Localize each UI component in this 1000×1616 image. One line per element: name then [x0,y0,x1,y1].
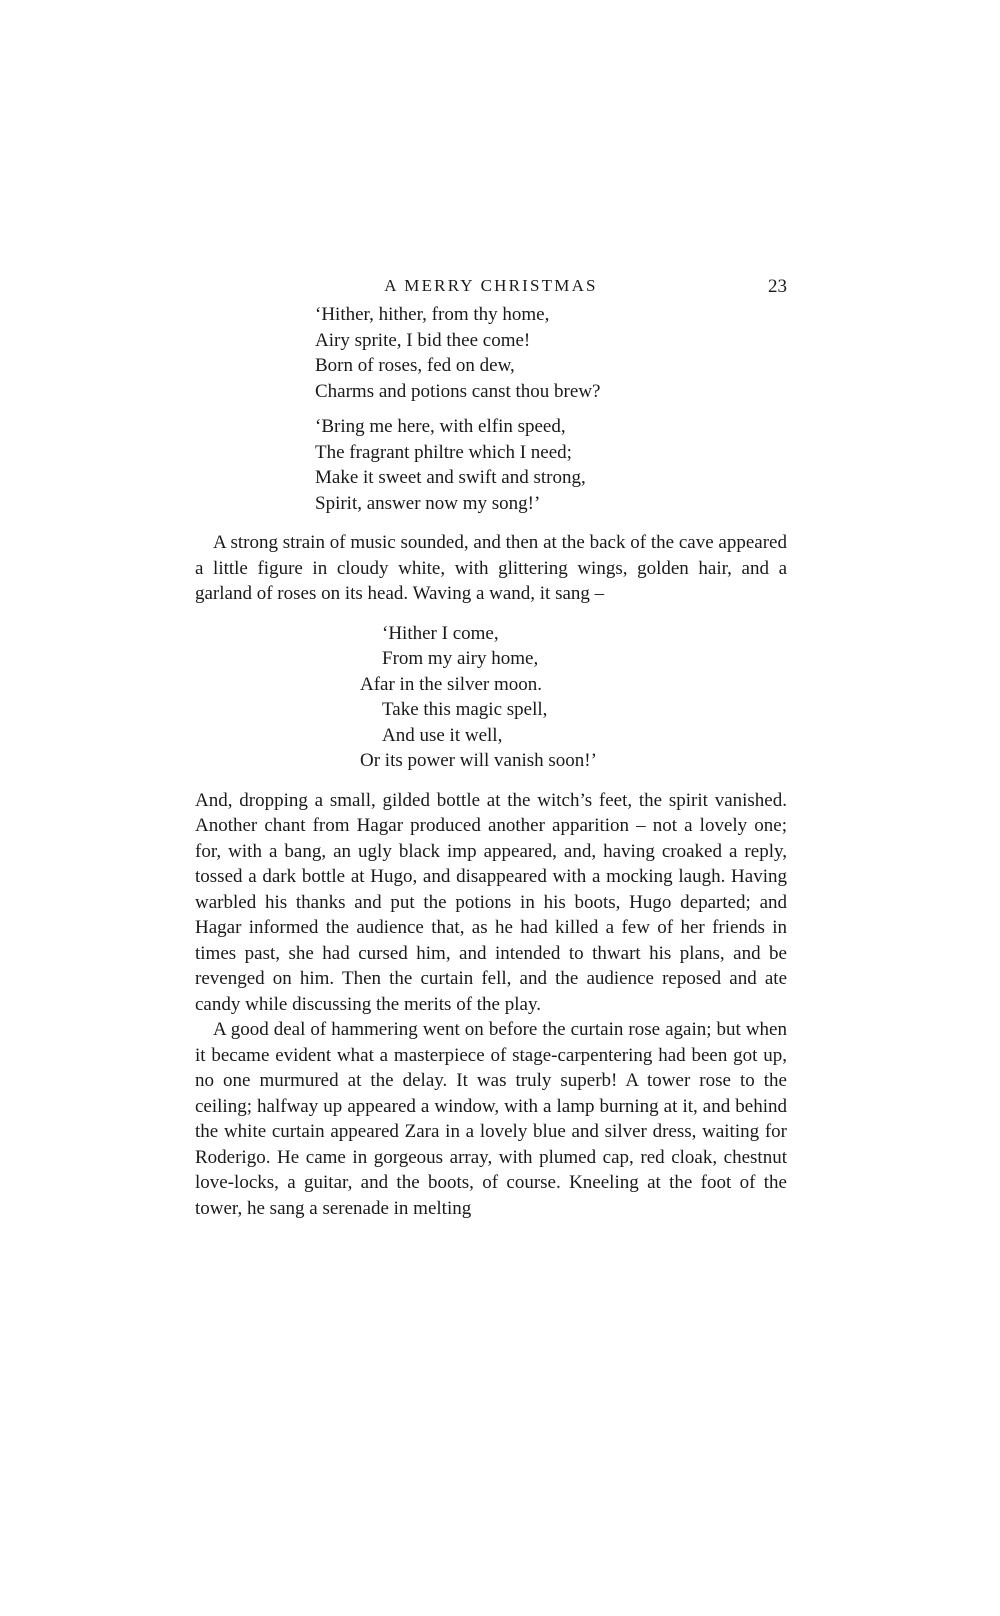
verse-line: From my airy home, [382,648,539,669]
verse-line: Airy sprite, I bid thee come! [315,329,531,351]
verse-line: Take this magic spell, [382,699,548,720]
incantation-stanza-1 [315,302,787,404]
paragraph-tower-scene: A good deal of hammering went on before the curtain rose again; but when it became evident what a masterpiece of stage-carpentering had been got up, no one murmured at the delay. It was truly superb! A tower rose to the ceiling; halfway up appeared a window, with a lamp burning at it, and behind the white curtain appeared Zara in a lovely blue and silver dress, waiting for Roderigo. He came in gorgeous array, with plumed cap, red cloak, chestnut love-locks, a guitar, and the boots, of course. Kneeling at the foot of the tower, he sang a serenade in melting [195,1019,787,1219]
incantation-stanza-2 [315,414,787,516]
verse-line: Or its power will vanish soon!’ [360,750,597,771]
verse-line: The fragrant philtre which I need; [315,441,572,463]
book-page [195,270,787,1221]
verse-line: ‘Hither, hither, from thy home, [315,304,550,325]
verse-line: Afar in the silver moon. [360,673,543,695]
verse-line: ‘Hither I come, [382,622,499,644]
verse-line: Spirit, answer now my song!’ [315,492,541,514]
paragraph-imp-appears: And, dropping a small, gilded bottle at the witch’s feet, the spirit vanished. Another chant from Hagar produced another apparition – not a lovely one; for, with a bang, an ugly black imp appeared, and, having croaked a reply, tossed a dark bottle at Hugo, and disappeared with a mocking laugh. Having warbled his thanks and put the potions in his boots, Hugo departed; and Hagar informed the audience that, as he had killed a few of her friends in times past, she had cursed him, and intended to thwart his plans, and be revenged on him. Then the curtain fell, and the audience reposed and ate candy while discussing the merits of the play. [195,789,787,1015]
verse-line: ‘Bring me here, with elfin speed, [315,416,566,437]
page-number: 23 [768,276,787,297]
verse-line: And use it well, [382,724,503,746]
verse-line: Make it sweet and swift and strong, [315,467,586,488]
running-head [195,270,787,300]
paragraph-spirit-appears: A strong strain of music sounded, and then at the back of the cave appeared a little figure in cloudy white, with glittering wings, golden hair, and a garland of roses on its head. Waving a wand, it sang – [195,532,787,604]
verse-line: Born of roses, fed on dew, [315,355,515,376]
verse-line: Charms and potions canst thou brew? [315,380,601,402]
spirit-song [360,621,787,774]
running-title: A MERRY CHRISTMAS [384,276,598,295]
